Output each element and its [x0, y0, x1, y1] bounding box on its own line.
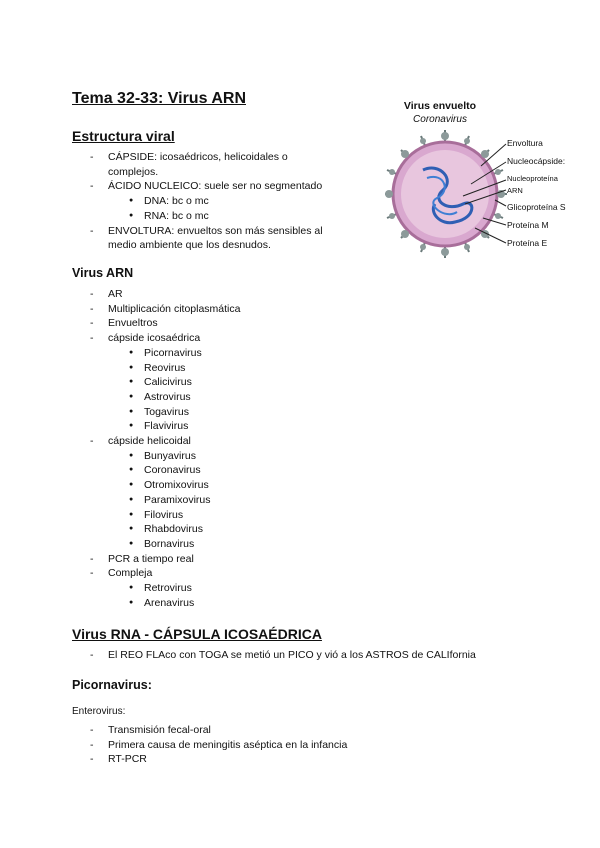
estructura-list [72, 150, 372, 253]
list-item: - RT-PCR [72, 752, 472, 767]
sub-list-item: ● Togavirus [72, 405, 472, 420]
list-item-envoltura: - ENVOLTURA: envueltos son más sensibles al medio ambiente que los desnudos. [72, 224, 372, 253]
section-heading-icosaedrica: Virus RNA - CÁPSULA ICOSAÉDRICA [72, 626, 322, 642]
sub-list-item: ● Bornavirus [72, 537, 472, 552]
figure-subtitle: Coronavirus [413, 114, 467, 125]
figure-label-arn: ARN [507, 186, 523, 195]
figure-label-proteina-e: Proteína E [507, 238, 548, 248]
list-item: - AR [72, 287, 472, 302]
list-item: - Primera causa de meningitis aséptica en la infancia [72, 738, 472, 753]
figure-label-nucleocapside: Nucleocápside: [507, 156, 566, 166]
sub-list-item: ● Filovirus [72, 508, 472, 523]
figure-label-envoltura: Envoltura [507, 138, 543, 148]
figure-title: Virus envuelto [403, 100, 477, 112]
list-item: - Transmisión fecal-oral [72, 723, 472, 738]
figure-label-proteina-m: Proteína M [507, 220, 549, 230]
sub-list-item: ● Otromixovirus [72, 478, 472, 493]
sub-list-item: ● Reovirus [72, 361, 472, 376]
page-title: Tema 32-33: Virus ARN [72, 90, 246, 107]
list-item-compleja: - Compleja [72, 566, 472, 581]
list-item-acido: - ÁCIDO NUCLEICO: suele ser no segmentado [72, 179, 372, 194]
section-heading-estructura: Estructura viral [72, 128, 175, 144]
figure-label-glicoproteina: Glicoproteína S [507, 202, 566, 212]
sub-list-item: ● Retrovirus [72, 581, 472, 596]
sub-list-item: ● Bunyavirus [72, 449, 472, 464]
section-heading-enterovirus: Enterovirus: [72, 706, 126, 717]
list-item-helicoidal: - cápside helicoidal [72, 434, 472, 449]
sub-list-item: ● Paramixovirus [72, 493, 472, 508]
list-item: - Envueltros [72, 316, 472, 331]
list-item: - PCR a tiempo real [72, 552, 472, 567]
sub-list-item: ● Rhabdovirus [72, 522, 472, 537]
figure-label-nucleoproteina: Nucleoproteína [507, 174, 558, 183]
list-item-rna: ● RNA: bc o mc [72, 209, 372, 224]
list-item-dna: ● DNA: bc o mc [72, 194, 372, 209]
sub-list-item: ● Arenavirus [72, 596, 472, 611]
enterovirus-list [72, 723, 472, 767]
sub-list-item: ● Flavivirus [72, 419, 472, 434]
mnemonic-text: - El REO FLAco con TOGA se metió un PICO y vió a los ASTROS de CALIfornia [72, 648, 542, 663]
coronavirus-figure [385, 100, 580, 260]
list-item: - Multiplicación citoplasmática [72, 302, 472, 317]
section-heading-virus-arn: Virus ARN [72, 266, 134, 280]
sub-list-item: ● Astrovirus [72, 390, 472, 405]
sub-list-item: ● Picornavirus [72, 346, 472, 361]
section-heading-picornavirus: Picornavirus: [72, 678, 152, 692]
list-item-capside: - CÁPSIDE: icosaédricos, helicoidales o complejos. [72, 150, 372, 179]
virus-arn-list [72, 287, 472, 610]
sub-list-item: ● Coronavirus [72, 463, 472, 478]
list-item-icosaedrica: - cápside icosaédrica [72, 331, 472, 346]
sub-list-item: ● Calicivirus [72, 375, 472, 390]
mnemonic-list [72, 648, 542, 663]
